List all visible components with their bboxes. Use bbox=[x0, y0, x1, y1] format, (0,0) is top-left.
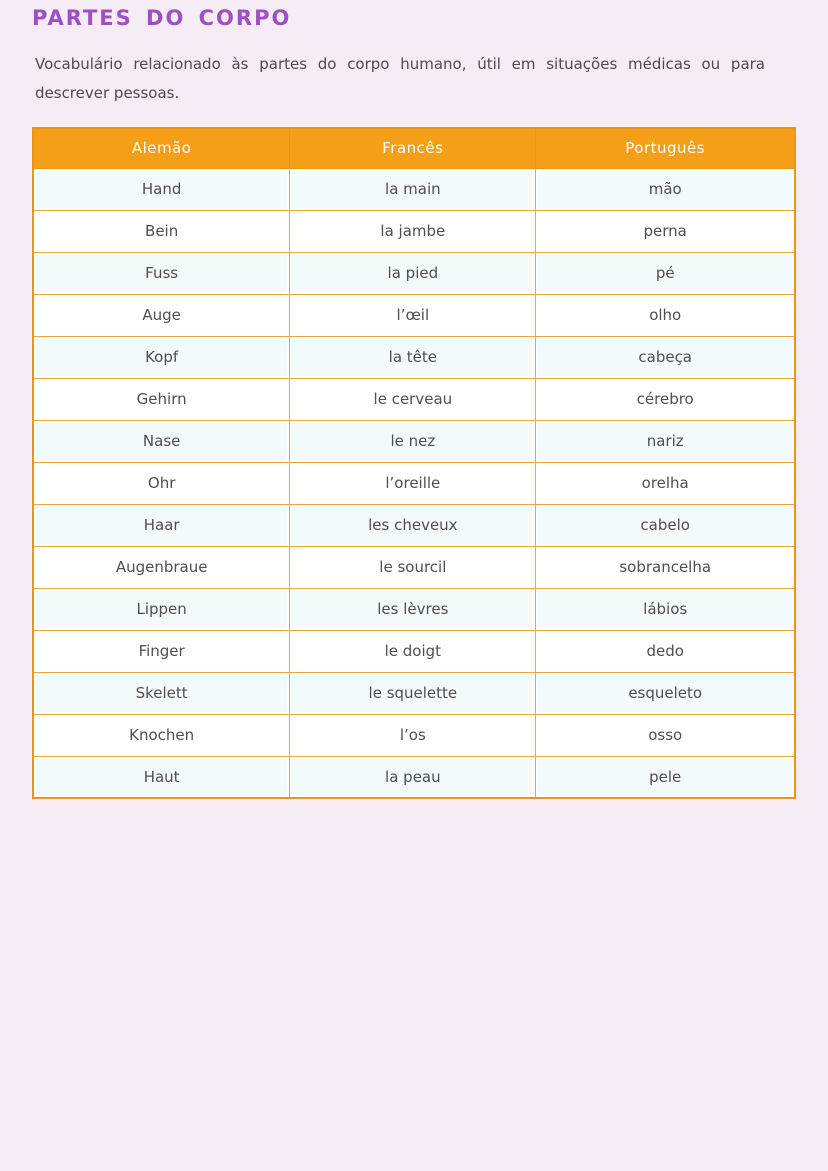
cell-portuguese: pé bbox=[536, 252, 795, 294]
cell-portuguese: olho bbox=[536, 294, 795, 336]
table-row bbox=[33, 630, 795, 672]
cell-portuguese: pele bbox=[536, 756, 795, 798]
table-row bbox=[33, 210, 795, 252]
table-row bbox=[33, 462, 795, 504]
cell-portuguese: lábios bbox=[536, 588, 795, 630]
cell-french: les lèvres bbox=[290, 588, 536, 630]
cell-french: la pied bbox=[290, 252, 536, 294]
table-row bbox=[33, 714, 795, 756]
cell-french: le doigt bbox=[290, 630, 536, 672]
cell-german: Hand bbox=[33, 168, 290, 210]
cell-german: Knochen bbox=[33, 714, 290, 756]
cell-portuguese: esqueleto bbox=[536, 672, 795, 714]
cell-portuguese: nariz bbox=[536, 420, 795, 462]
column-header-french: Francês bbox=[290, 128, 536, 168]
cell-german: Lippen bbox=[33, 588, 290, 630]
table-row bbox=[33, 756, 795, 798]
cell-german: Bein bbox=[33, 210, 290, 252]
cell-portuguese: cabelo bbox=[536, 504, 795, 546]
table-row bbox=[33, 672, 795, 714]
column-header-german: Alemão bbox=[33, 128, 290, 168]
table-row bbox=[33, 336, 795, 378]
cell-french: la jambe bbox=[290, 210, 536, 252]
cell-french: la peau bbox=[290, 756, 536, 798]
cell-german: Finger bbox=[33, 630, 290, 672]
page-title: PARTES DO CORPO bbox=[32, 6, 292, 30]
cell-german: Haut bbox=[33, 756, 290, 798]
cell-german: Fuss bbox=[33, 252, 290, 294]
vocab-table-head bbox=[33, 128, 795, 168]
cell-french: l’œil bbox=[290, 294, 536, 336]
cell-portuguese: dedo bbox=[536, 630, 795, 672]
vocab-table-body bbox=[33, 168, 795, 798]
cell-french: l’os bbox=[290, 714, 536, 756]
vocab-table bbox=[32, 127, 796, 799]
cell-french: la tête bbox=[290, 336, 536, 378]
header-row bbox=[33, 128, 795, 168]
cell-french: les cheveux bbox=[290, 504, 536, 546]
table-row bbox=[33, 546, 795, 588]
cell-french: le nez bbox=[290, 420, 536, 462]
page-subtitle: Vocabulário relacionado às partes do corpo humano, útil em situações médicas ou para descrever pessoas. bbox=[35, 55, 765, 103]
cell-portuguese: cérebro bbox=[536, 378, 795, 420]
table-row bbox=[33, 168, 795, 210]
cell-french: le squelette bbox=[290, 672, 536, 714]
cell-german: Skelett bbox=[33, 672, 290, 714]
cell-german: Augenbraue bbox=[33, 546, 290, 588]
table-row bbox=[33, 420, 795, 462]
cell-portuguese: sobrancelha bbox=[536, 546, 795, 588]
cell-french: le cerveau bbox=[290, 378, 536, 420]
cell-french: la main bbox=[290, 168, 536, 210]
cell-german: Auge bbox=[33, 294, 290, 336]
table-row bbox=[33, 294, 795, 336]
cell-german: Gehirn bbox=[33, 378, 290, 420]
cell-german: Haar bbox=[33, 504, 290, 546]
column-header-portuguese: Português bbox=[536, 128, 795, 168]
cell-portuguese: perna bbox=[536, 210, 795, 252]
cell-french: l’oreille bbox=[290, 462, 536, 504]
cell-french: le sourcil bbox=[290, 546, 536, 588]
vocabulary-table-container bbox=[32, 127, 796, 799]
cell-german: Ohr bbox=[33, 462, 290, 504]
cell-portuguese: orelha bbox=[536, 462, 795, 504]
cell-portuguese: osso bbox=[536, 714, 795, 756]
table-row bbox=[33, 588, 795, 630]
cell-german: Nase bbox=[33, 420, 290, 462]
table-row bbox=[33, 252, 795, 294]
cell-german: Kopf bbox=[33, 336, 290, 378]
table-row bbox=[33, 504, 795, 546]
cell-portuguese: mão bbox=[536, 168, 795, 210]
table-row bbox=[33, 378, 795, 420]
cell-portuguese: cabeça bbox=[536, 336, 795, 378]
